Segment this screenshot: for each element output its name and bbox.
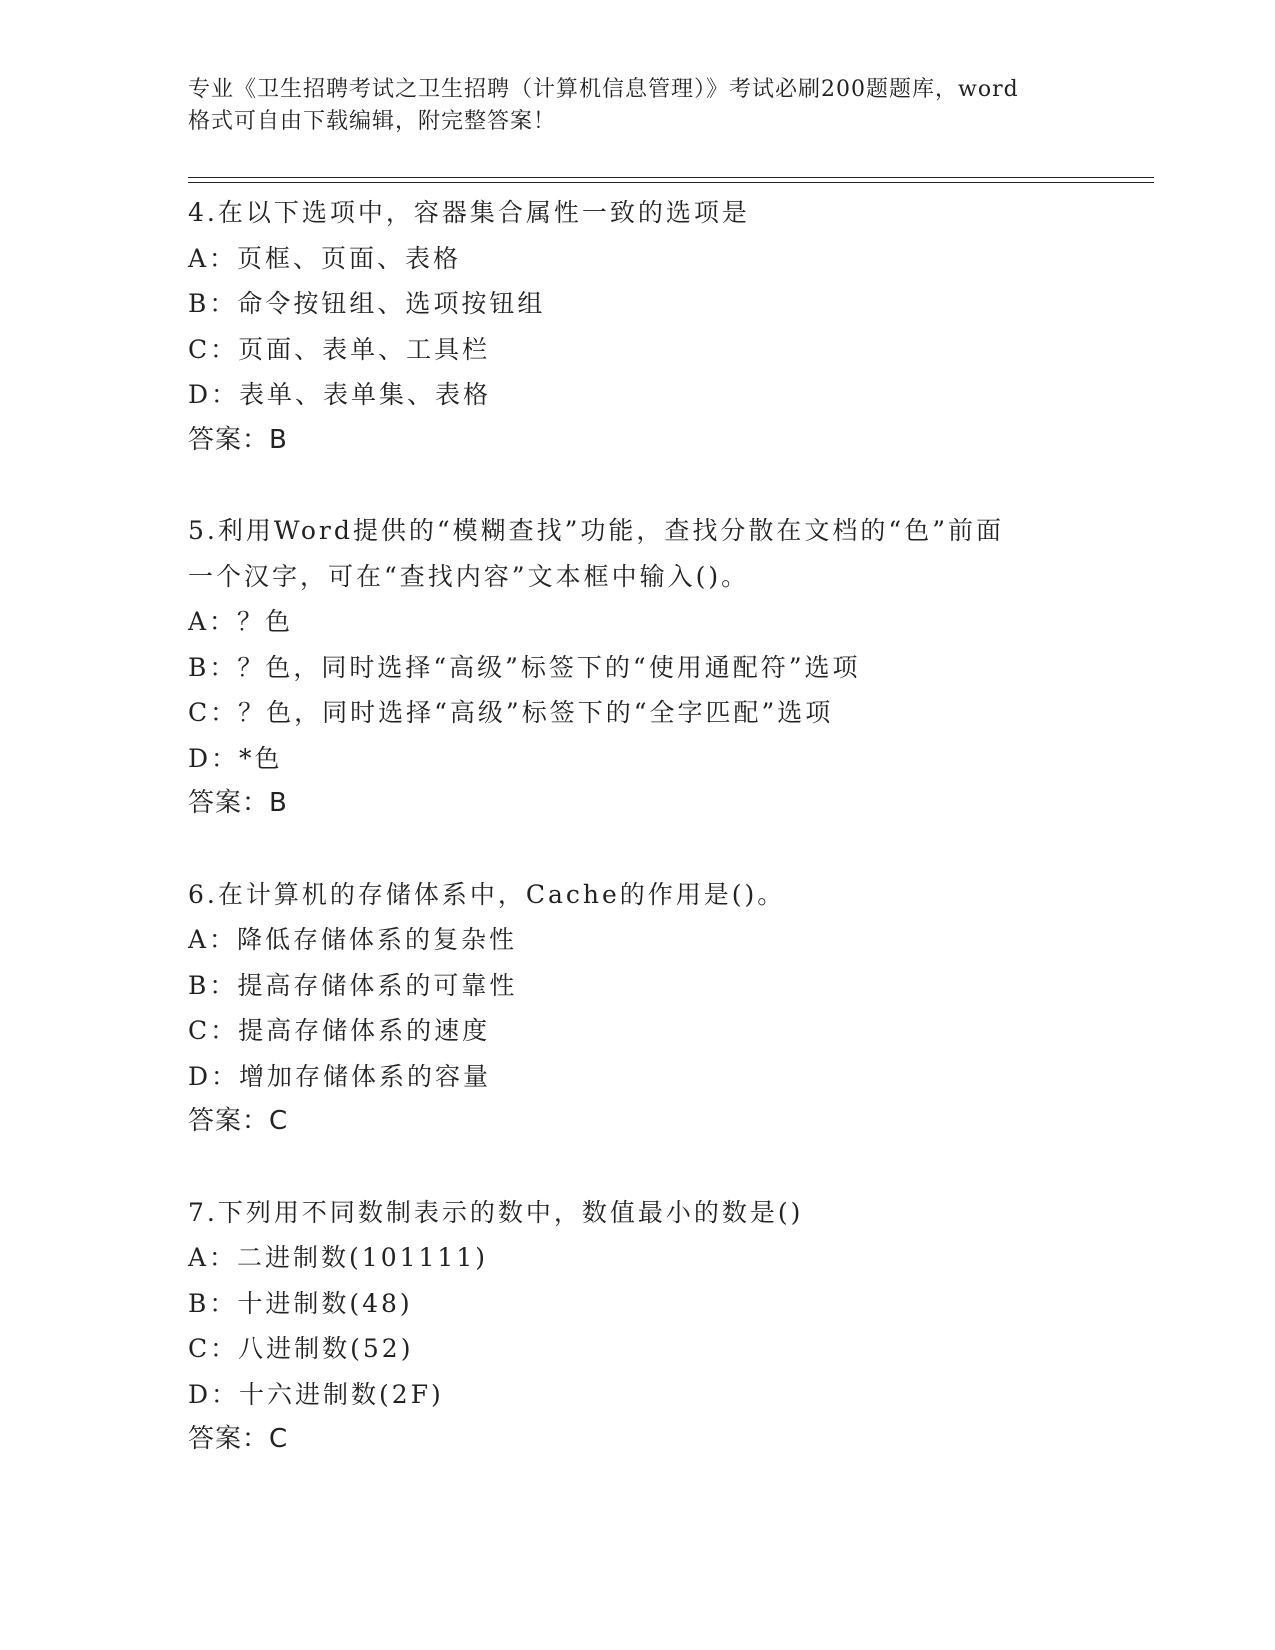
option-c: C：提高存储体系的速度 — [188, 1016, 491, 1045]
question-list — [188, 190, 1088, 1463]
question-stem: 7.下列用不同数制表示的数中，数值最小的数是() — [188, 1197, 804, 1227]
option-d: D：十六进制数(2F) — [188, 1379, 444, 1409]
question-spacer — [188, 1145, 1088, 1190]
option-b: B：？色，同时选择“高级”标签下的“使用通配符”选项 — [188, 652, 861, 682]
option-d: D：增加存储体系的容量 — [188, 1061, 492, 1091]
answer-label: 答案：B — [188, 788, 288, 818]
option-c: C：页面、表单、工具栏 — [188, 334, 491, 364]
answer-label: 答案：C — [188, 1106, 289, 1136]
option-a: A：页框、页面、表格 — [188, 243, 462, 273]
question-6 — [188, 872, 1088, 1145]
question-4 — [188, 190, 1088, 463]
option-a: A：降低存储体系的复杂性 — [188, 925, 518, 954]
question-stem: 5.利用Word提供的“模糊查找”功能，查找分散在文档的“色”前面 — [188, 516, 1004, 545]
question-stem: 4.在以下选项中，容器集合属性一致的选项是 — [188, 198, 750, 227]
question-stem-continued: 一个汉字，可在“查找内容”文本框中输入()。 — [188, 561, 750, 591]
answer-label: 答案：C — [188, 1424, 289, 1454]
option-c: C：？色，同时选择“高级”标签下的“全字匹配”选项 — [188, 698, 834, 727]
question-7 — [188, 1190, 1088, 1463]
question-spacer — [188, 827, 1088, 872]
option-b: B：十进制数(48) — [188, 1288, 413, 1318]
header-line-1: 专业《卫生招聘考试之卫生招聘（计算机信息管理）》考试必刷200题题库，word — [188, 77, 1019, 102]
header-divider-top — [188, 177, 1154, 178]
option-d: D：*色 — [188, 743, 283, 773]
answer-label: 答案：B — [188, 424, 288, 455]
option-d: D：表单、表单集、表格 — [188, 380, 492, 409]
question-5 — [188, 508, 1088, 827]
question-stem: 6.在计算机的存储体系中，Cache的作用是()。 — [188, 879, 786, 909]
header-line-2: 格式可自由下载编辑，附完整答案！ — [188, 109, 557, 134]
option-a: A：？色 — [188, 607, 294, 636]
option-c: C：八进制数(52) — [188, 1334, 414, 1363]
option-a: A：二进制数(101111) — [188, 1243, 488, 1272]
header-divider-bottom — [188, 182, 1154, 183]
option-b: B：提高存储体系的可靠性 — [188, 970, 518, 1000]
option-b: B：命令按钮组、选项按钮组 — [188, 289, 546, 318]
document-header — [188, 74, 1088, 138]
question-spacer — [188, 463, 1088, 508]
